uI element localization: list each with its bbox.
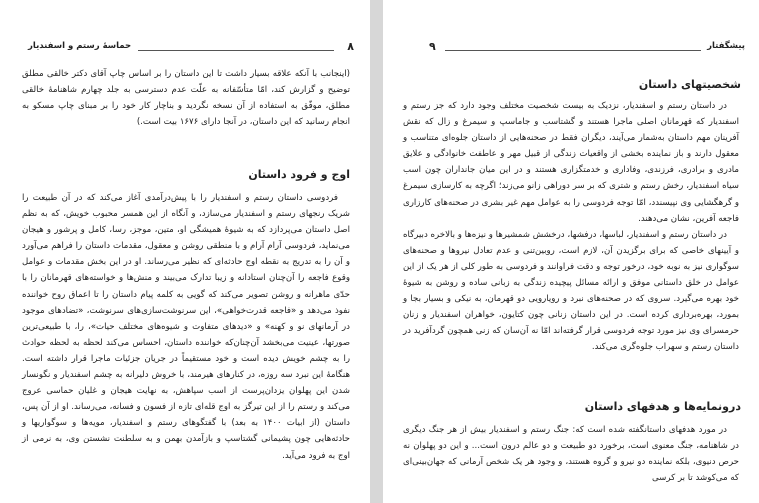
header-rule [138,50,334,51]
book-gutter [370,0,383,503]
right-page-header [425,40,745,56]
page-number: ۹ [429,40,436,53]
right-page [383,0,759,503]
body-text [22,190,350,464]
characters-paragraph-1: در داستان رستم و اسفندیار، نزدیک به بیست شخصیت مختلف وجود دارد که جز رستم و اسفندیار که قهرمانان اصلی ماجرا هستند و گشتاسب و جاماسپ و سیمرغ و زال که نقش آفرینان مهم داستان به‌شمار می‌آیند، دیگران فقط در صحنه‌هایی از داستان جلوه‌ای متناسب و معقول دارند و باز نماینده بخشی از واقعیات زندگی از قبیل مهر و عاطفت خانوادگی و علایق مادری و برادری، فرزندی، وفاداری و خدمتگزاری هستند و در این میان جانداران چون اسب سیاه اسفندیار، رخش رستم و شتری که بر سر دوراهی زانو می‌زند؛ اگرچه به کارسازی سیمرغ و گرهگشایی وی نپیسندد، امّا توجه فردوسی را به عوامل مهم غیر بشری در صحنه‌های کارزاری فاجعه آفرین، نشان می‌دهند. [403,101,739,224]
left-page [0,0,370,503]
intro-paragraph: (اینجانب با آنکه علاقه بسیار داشت تا این داستان را بر اساس چاپ آقای دکتر خالقی مطلق توضیح و گزارش کند، امّا متأسّفانه به علّت عدم دسترسی به جلد چهارم شاهنامهٔ خالقی مطلق، موفّق به استفاده از آن نسخه نگردید و بناچار کار خود را بر مبنای چاپ مسکو به انجام رسانید که این داستان، در آنجا دارای ۱۶۷۶ بیت است.) [22,69,350,128]
intro-text [22,66,350,130]
characters-paragraph-2: در داستان رستم و اسفندیار، لباسها، درفشها، درخشش شمشیرها و نیزه‌ها و بالاخره دبیرگاه و آیینهای خاصی که برای برگزیدن آن، لازم است، روبین‌تنی و عدم تعادل نیروها و صحنه‌های سوگواری نیز به نوبه خود، درخور توجه و دقت فراوانند و فردوسی به طور کلی از هر یک از این عوامل در خلق داستانی موفق و ارائه مسائل پیچیده زندگی به زبانی ساده و روشن به شیوهٔ خود بهره می‌گیرد. سروی که در صحنه‌های نبرد و رویارویی دو قهرمان، به نیکی و بسیار بجا و بمورد، بهره‌برداری کرده است. در این داستان زنانی چون کتایون، خواهران اسفندیار و زنان حرمسرای وی نیز مورد توجه فردوسی قرار گرفته‌اند امّا نه آن‌سان که زنی همچون گردآفرید در داستان رستم و سهراب جلوه‌گری می‌کند. [403,229,739,353]
page-number: ۸ [347,40,354,53]
section-heading-themes: درونمایه‌ها و هدفهای داستان [584,400,741,413]
body-paragraph: فردوسی داستان رستم و اسفندیار را با پیش‌درآمدی آغاز می‌کند که در آن طبیعت را شریک رنجهای رستم و اسفندیار می‌سازد، و آنگاه از این همسر محبوب خویش، که به نظم اصل داستان می‌پردازد که به شیوهٔ همیشگی او، متین، موجز، رسا، کامل و پرشور و هیجان می‌نماید، فردوسی آرام آرام و با منطقی روشن و معقول، مقدمات داستان را فراهم می‌آورد و آن را به تدریج به نقطه اوج حادثه‌ای که‌ نظیر می‌رساند. او در این بخش مقدمات و عوامل وقوع فاجعه را آن‌چنان استادانه و زیبا تدارک می‌بیند و منش‌ها و خواسته‌های قهرمانان را با حدّی ماهرانه و روشن تصویر می‌کند که گویی به کلمه پیام داستان را تا اعماق روح خواننده نفوذ می‌دهد و «فاجعه قدرت‌خواهی»، این سرنوشت‌سازی‌های سرنوشت، «تضادهای موجود در آرمانهای نو و کهنه» و «دیدهای متفاوت و شیوه‌های مختلف حیات»، را، با طبیعی‌ترین صورتها، عینیت می‌بخشد آن‌چنان‌که خواننده داستان، احساس می‌کند لحظه به لحظه حوادث را به چشم خویش دیده است و خود مستقیماً در جریان جزئیات ماجرا قرار داشته است. هنگامهٔ این نبرد سه روزه، در کنارهای هیرمند، با خروش دلیرانه به چشم اسفندیار و نگونسار شدن این پهلوان یزدان‌پرست از اسب سپاهش، به نهایت هیجان و غلیان حماسی عروج می‌کند و رستم را از این تیرگز به اوج قله‌ای تازه از فسون و فسانه، می‌رساند. او از آن پس، داستان (از ابیات ۱۴۰۰ به بعد) با گفتگوهای رستم و اسفندیار، مویه‌ها و سوگواریها و حادثه‌هایی چون پشیمانی گشتاسپ و بازآمدن بهمن و به سلطنت نشستن وی، به نرمی از اوج به فرود می‌آید. [22,193,350,461]
themes-text [403,422,739,486]
section-heading-characters: شخصیتهای داستان [638,78,741,91]
characters-text [403,98,739,356]
left-page-header [28,40,354,56]
themes-paragraph: در مورد هدفهای داستانگفته شده است که: جنگ رستم و اسفندیار بیش از هر جنگ دیگری در شاهنامه، جنگ معنوی است، برخورد دو طبیعت و دو عالم درون است... و این دو پهلوان نه حرص دنیوی، بلکه نماینده دو نیرو و گروه هستند، و وجود هر یک شخص آرمانی که جهان‌بینی‌ای که می‌کوشد تا بر کرسی [403,425,739,484]
header-rule [445,50,701,51]
running-title: حماسهٔ رستم و اسفندیار [28,41,132,51]
running-title: پیشگفتار [707,41,745,51]
section-heading: اوج و فرود داستان [248,168,350,181]
